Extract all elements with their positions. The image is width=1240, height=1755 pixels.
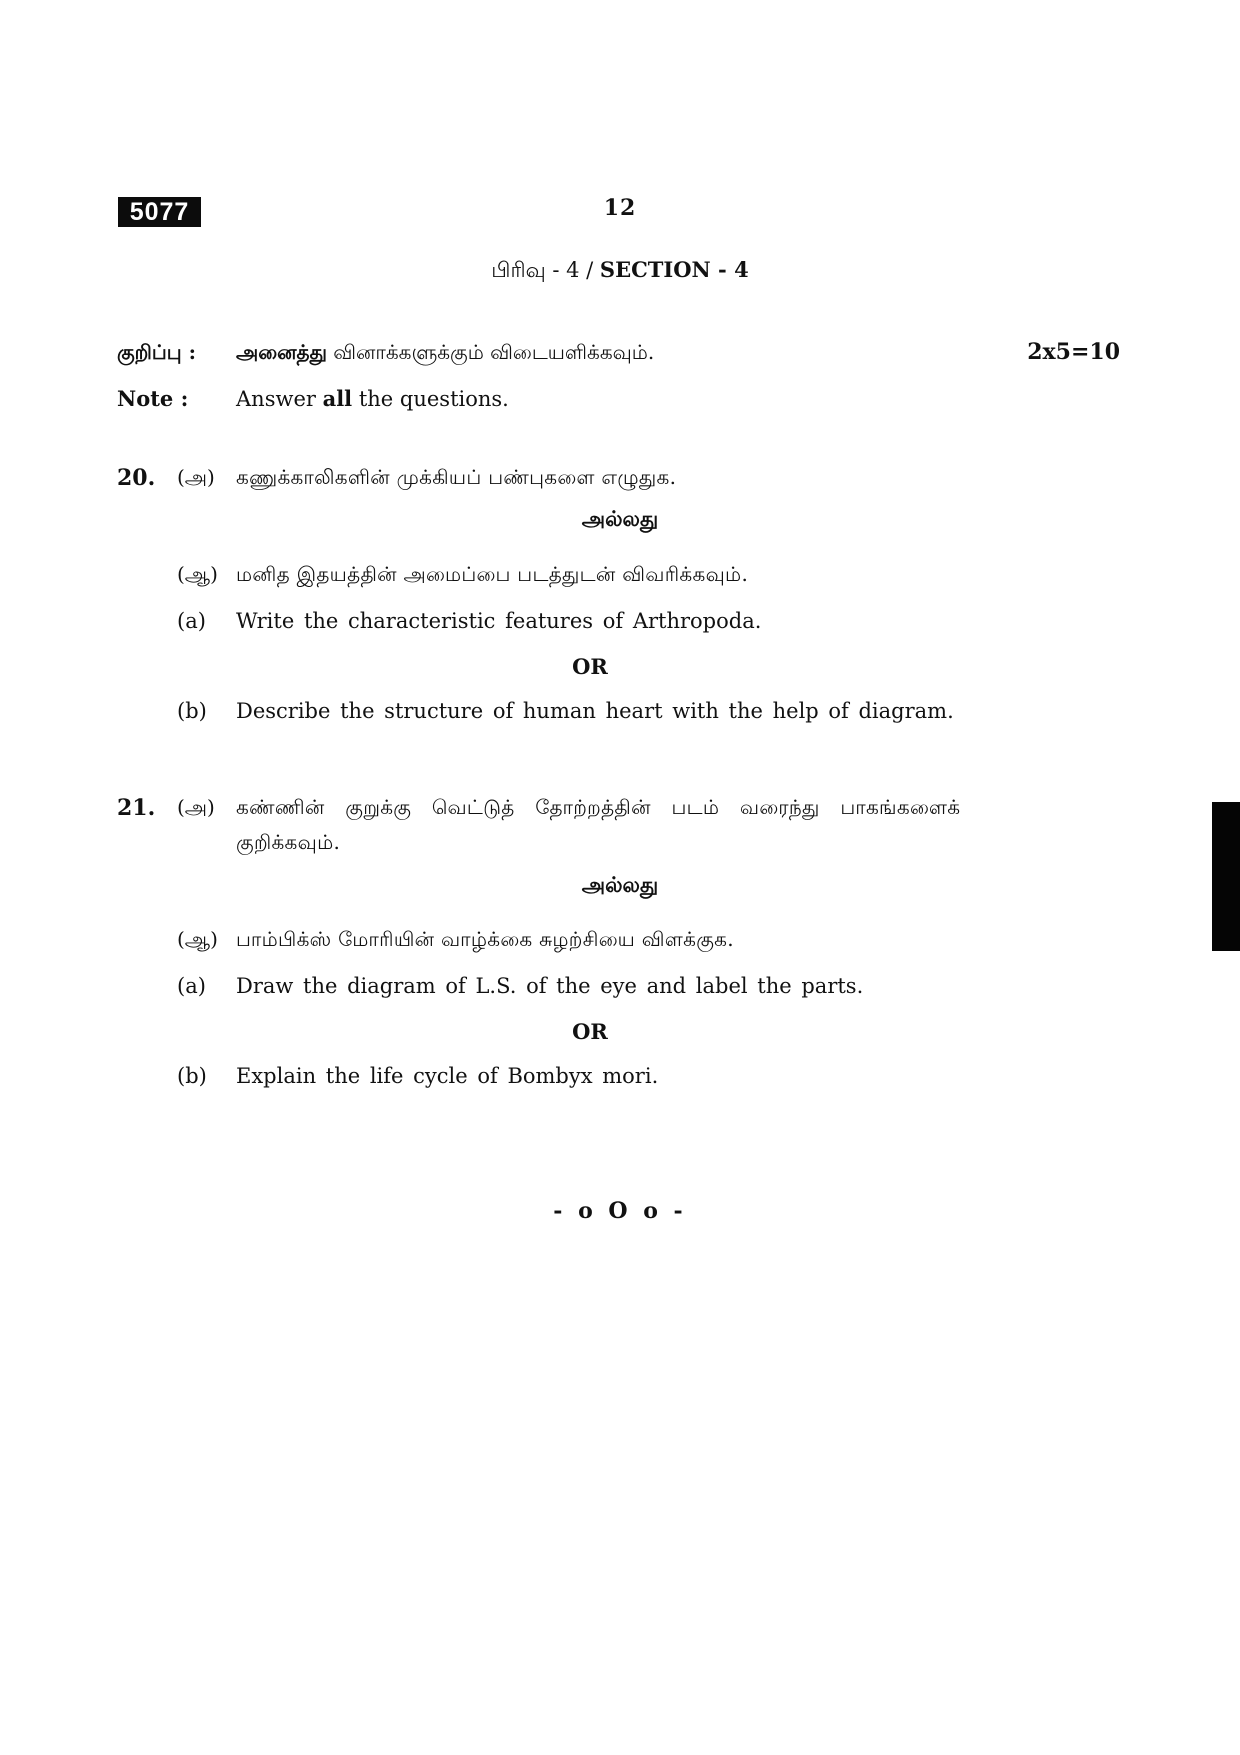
- note-english-post: the questions.: [352, 387, 509, 411]
- question-21-en-or: OR: [572, 1019, 608, 1044]
- section-title-english: SECTION - 4: [599, 257, 749, 282]
- note-tamil-label: குறிப்பு :: [117, 340, 196, 364]
- page-number: 12: [603, 195, 637, 221]
- note-tamil-bold: அனைத்து: [236, 340, 327, 364]
- question-20-en-a-text: Write the characteristic features of Arthropoda.: [236, 609, 762, 633]
- section-title-tamil: பிரிவு - 4: [491, 258, 580, 282]
- question-21-ta-a-text-line1: கண்ணின் குறுக்கு வெட்டுத் தோற்றத்தின் படம் வரைந்து பாகங்களைக்: [236, 795, 961, 819]
- question-21-ta-b-text: பாம்பிக்ஸ் மோரியின் வாழ்க்கை சுழற்சியை விளக்குக.: [236, 927, 734, 951]
- note-tamil-text: [236, 340, 654, 367]
- note-english-pre: Answer: [236, 387, 323, 411]
- question-21-ta-a-text-line2: குறிக்கவும்.: [236, 830, 341, 854]
- note-english-text: [236, 386, 509, 411]
- question-21-ta-a-marker: (அ): [177, 795, 215, 819]
- question-21-en-b-text: Explain the life cycle of Bombyx mori.: [236, 1064, 659, 1088]
- section-title-separator: /: [579, 258, 600, 282]
- paper-code-badge: 5077: [118, 197, 201, 227]
- page-edge-tab: [1212, 802, 1240, 951]
- question-21-en-b-marker: (b): [177, 1064, 207, 1088]
- question-20-ta-or: அல்லது: [581, 506, 659, 531]
- question-20-number: 20.: [117, 465, 156, 491]
- question-21-ta-or: அல்லது: [581, 872, 659, 897]
- note-english-bold: all: [322, 386, 353, 411]
- question-20-en-b-marker: (b): [177, 699, 207, 723]
- question-20-ta-a-marker: (அ): [177, 465, 215, 489]
- section-title: [330, 257, 910, 285]
- question-20-ta-b-marker: (ஆ): [177, 562, 218, 586]
- question-20-ta-a-text: கணுக்காலிகளின் முக்கியப் பண்புகளை எழுதுக.: [236, 465, 677, 489]
- question-21-en-a-marker: (a): [177, 974, 206, 998]
- question-21-en-a-text: Draw the diagram of L.S. of the eye and label the parts.: [236, 974, 864, 998]
- question-20-en-a-marker: (a): [177, 609, 206, 633]
- question-20-en-or: OR: [572, 654, 608, 679]
- question-21-number: 21.: [117, 795, 156, 821]
- end-of-paper-mark: - o O o -: [553, 1198, 687, 1224]
- question-21-ta-b-marker: (ஆ): [177, 927, 218, 951]
- marks-scheme: 2x5=10: [1027, 339, 1120, 365]
- question-20-en-b-text: Describe the structure of human heart with the help of diagram.: [236, 699, 954, 723]
- note-english-label: Note :: [117, 386, 189, 411]
- question-20-ta-b-text: மனித இதயத்தின் அமைப்பை படத்துடன் விவரிக்கவும்.: [236, 562, 749, 586]
- note-tamil-rest: வினாக்களுக்கும் விடையளிக்கவும்.: [326, 340, 655, 364]
